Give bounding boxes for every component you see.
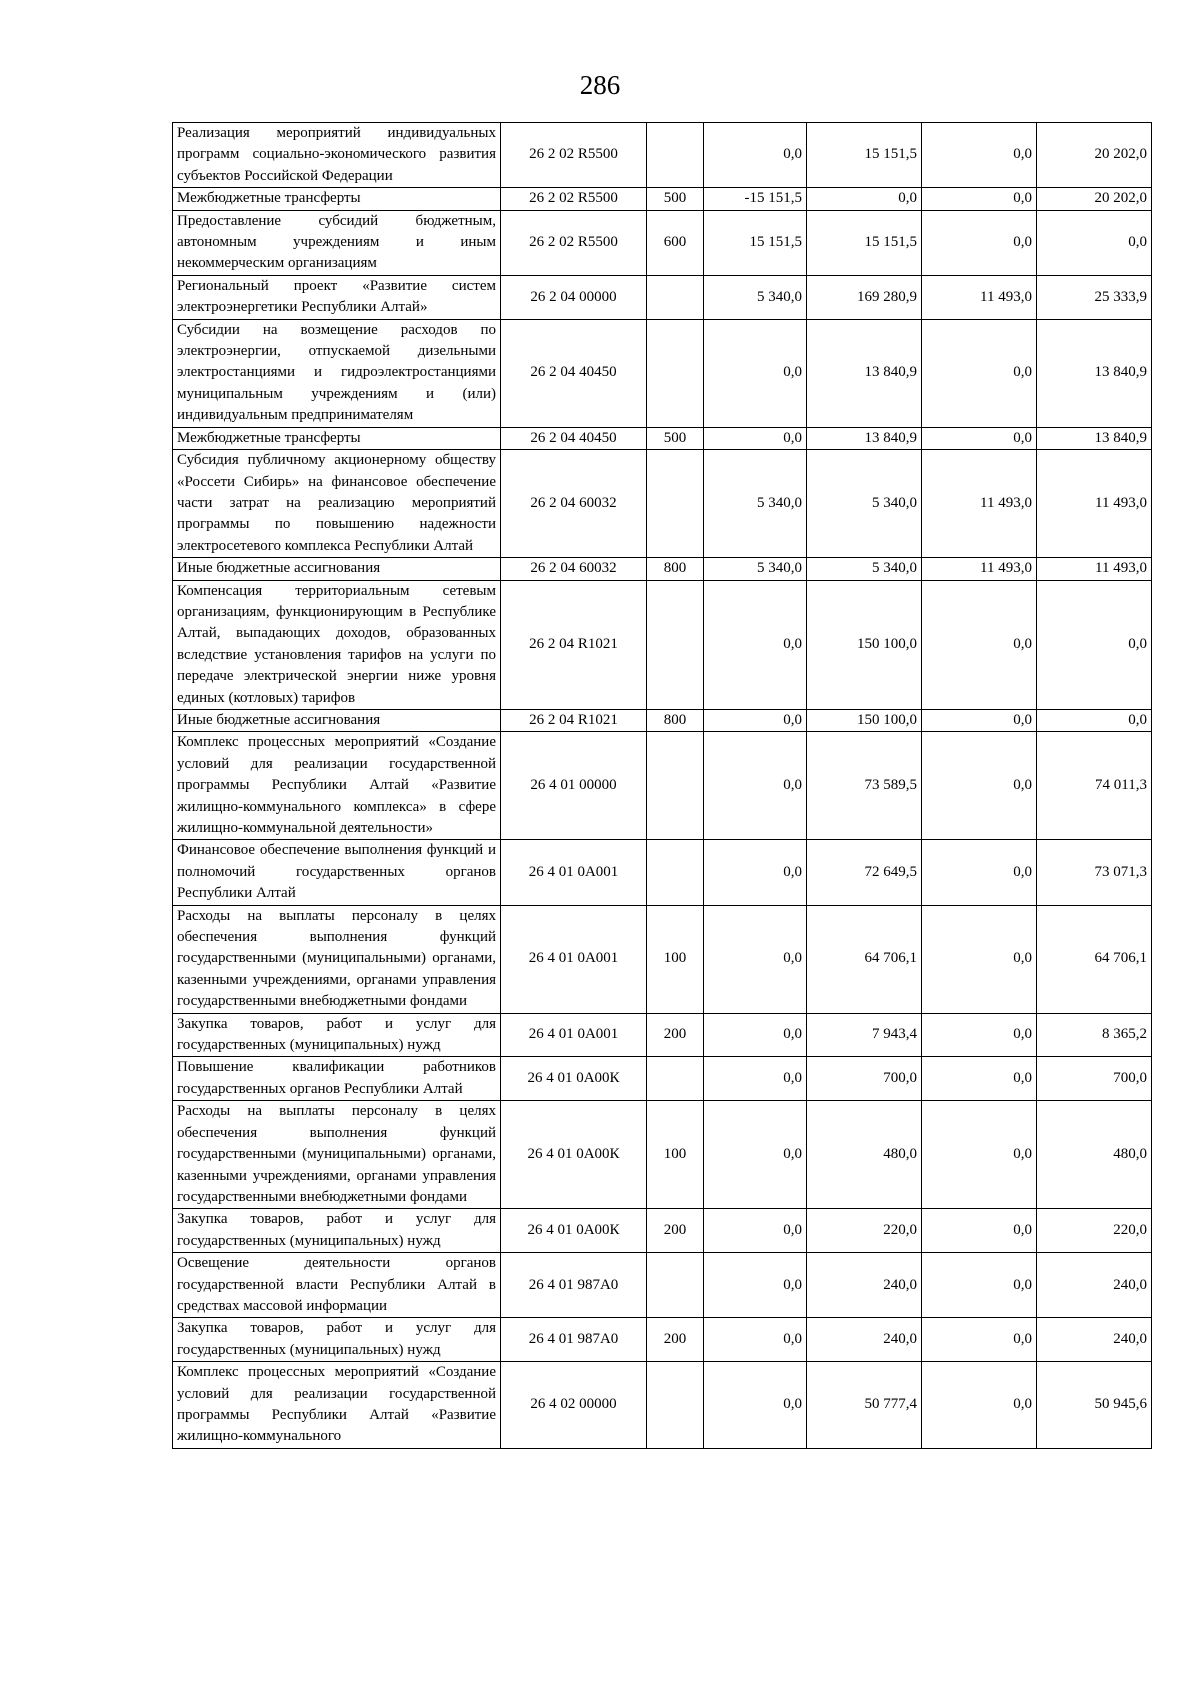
expense-type-cell	[647, 1253, 704, 1318]
target-article-cell: 26 4 01 0А001	[501, 905, 647, 1013]
value-cell-4: 13 840,9	[1037, 427, 1152, 449]
value-cell-4: 64 706,1	[1037, 905, 1152, 1013]
target-article-cell: 26 2 04 R1021	[501, 709, 647, 731]
value-cell-4: 8 365,2	[1037, 1013, 1152, 1057]
value-cell-2: 72 649,5	[807, 840, 922, 905]
target-article-cell: 26 2 04 R1021	[501, 580, 647, 709]
value-cell-1: 0,0	[704, 709, 807, 731]
table-row	[173, 840, 1152, 905]
row-name-cell: Закупка товаров, работ и услуг для государственных (муниципальных) нужд	[173, 1209, 501, 1253]
value-cell-3: 0,0	[922, 1209, 1037, 1253]
value-cell-4: 73 071,3	[1037, 840, 1152, 905]
expense-type-cell	[647, 580, 704, 709]
expense-type-cell: 100	[647, 1101, 704, 1209]
table-row	[173, 1101, 1152, 1209]
page-number: 286	[579, 70, 621, 100]
value-cell-1: 0,0	[704, 1209, 807, 1253]
row-name-cell: Закупка товаров, работ и услуг для государственных (муниципальных) нужд	[173, 1318, 501, 1362]
value-cell-1: 5 340,0	[704, 558, 807, 580]
value-cell-2: 150 100,0	[807, 709, 922, 731]
value-cell-1: 0,0	[704, 1057, 807, 1101]
target-article-cell: 26 4 01 987А0	[501, 1253, 647, 1318]
budget-table	[172, 122, 1152, 1449]
value-cell-1: 15 151,5	[704, 210, 807, 275]
target-article-cell: 26 4 01 0А001	[501, 840, 647, 905]
value-cell-3: 0,0	[922, 732, 1037, 840]
expense-type-cell: 200	[647, 1013, 704, 1057]
value-cell-4: 240,0	[1037, 1318, 1152, 1362]
value-cell-3: 0,0	[922, 427, 1037, 449]
value-cell-1: 5 340,0	[704, 275, 807, 319]
row-name-cell: Предоставление субсидий бюджетным, автономным учреждениям и иным некоммерческим организациям	[173, 210, 501, 275]
value-cell-4: 25 333,9	[1037, 275, 1152, 319]
value-cell-4: 700,0	[1037, 1057, 1152, 1101]
value-cell-2: 50 777,4	[807, 1362, 922, 1449]
expense-type-cell	[647, 450, 704, 558]
expense-type-cell: 100	[647, 905, 704, 1013]
expense-type-cell	[647, 275, 704, 319]
value-cell-3: 11 493,0	[922, 558, 1037, 580]
value-cell-2: 7 943,4	[807, 1013, 922, 1057]
value-cell-3: 0,0	[922, 580, 1037, 709]
table-row	[173, 319, 1152, 427]
target-article-cell: 26 2 02 R5500	[501, 123, 647, 188]
value-cell-2: 150 100,0	[807, 580, 922, 709]
expense-type-cell	[647, 1057, 704, 1101]
table-row	[173, 1209, 1152, 1253]
table-row	[173, 1318, 1152, 1362]
table-row	[173, 732, 1152, 840]
value-cell-2: 240,0	[807, 1318, 922, 1362]
value-cell-3: 0,0	[922, 1253, 1037, 1318]
value-cell-2: 0,0	[807, 188, 922, 210]
target-article-cell: 26 2 02 R5500	[501, 210, 647, 275]
target-article-cell: 26 4 01 0А00К	[501, 1057, 647, 1101]
row-name-cell: Финансовое обеспечение выполнения функций и полномочий государственных органов Республики Алтай	[173, 840, 501, 905]
value-cell-3: 0,0	[922, 1057, 1037, 1101]
value-cell-3: 0,0	[922, 210, 1037, 275]
value-cell-4: 20 202,0	[1037, 188, 1152, 210]
row-name-cell: Расходы на выплаты персоналу в целях обеспечения выполнения функций государственными (муниципальными) органами, казенными учреждениями, органами управления государственными внебюджетными фондами	[173, 905, 501, 1013]
row-name-cell: Комплекс процессных мероприятий «Создание условий для реализации государственной программы Республики Алтай «Развитие жилищно-коммунального	[173, 1362, 501, 1449]
value-cell-3: 0,0	[922, 319, 1037, 427]
value-cell-1: 0,0	[704, 840, 807, 905]
row-name-cell: Повышение квалификации работников государственных органов Республики Алтай	[173, 1057, 501, 1101]
value-cell-1: 0,0	[704, 1318, 807, 1362]
row-name-cell: Субсидия публичному акционерному обществу «Россети Сибирь» на финансовое обеспечение части затрат на реализацию мероприятий программы по повышению надежности электросетевого комплекса Республики Алтай	[173, 450, 501, 558]
value-cell-2: 5 340,0	[807, 450, 922, 558]
table-row	[173, 210, 1152, 275]
value-cell-2: 240,0	[807, 1253, 922, 1318]
expense-type-cell: 500	[647, 188, 704, 210]
target-article-cell: 26 4 01 0А00К	[501, 1209, 647, 1253]
target-article-cell: 26 4 01 0А001	[501, 1013, 647, 1057]
value-cell-1: 0,0	[704, 1013, 807, 1057]
value-cell-2: 169 280,9	[807, 275, 922, 319]
value-cell-3: 0,0	[922, 1318, 1037, 1362]
value-cell-3: 0,0	[922, 709, 1037, 731]
table-row	[173, 558, 1152, 580]
value-cell-3: 0,0	[922, 188, 1037, 210]
target-article-cell: 26 2 02 R5500	[501, 188, 647, 210]
value-cell-3: 0,0	[922, 123, 1037, 188]
target-article-cell: 26 2 04 40450	[501, 427, 647, 449]
row-name-cell: Межбюджетные трансферты	[173, 188, 501, 210]
table-row	[173, 1057, 1152, 1101]
expense-type-cell	[647, 1362, 704, 1449]
value-cell-4: 11 493,0	[1037, 450, 1152, 558]
value-cell-1: 0,0	[704, 1101, 807, 1209]
table-row	[173, 275, 1152, 319]
value-cell-2: 64 706,1	[807, 905, 922, 1013]
target-article-cell: 26 2 04 40450	[501, 319, 647, 427]
table-row	[173, 1013, 1152, 1057]
expense-type-cell	[647, 319, 704, 427]
value-cell-4: 480,0	[1037, 1101, 1152, 1209]
value-cell-2: 480,0	[807, 1101, 922, 1209]
value-cell-1: 0,0	[704, 1362, 807, 1449]
table-row	[173, 1253, 1152, 1318]
table-row	[173, 450, 1152, 558]
value-cell-3: 11 493,0	[922, 450, 1037, 558]
value-cell-2: 15 151,5	[807, 123, 922, 188]
value-cell-2: 13 840,9	[807, 427, 922, 449]
value-cell-4: 20 202,0	[1037, 123, 1152, 188]
row-name-cell: Региональный проект «Развитие систем электроэнергетики Республики Алтай»	[173, 275, 501, 319]
table-row	[173, 188, 1152, 210]
target-article-cell: 26 4 01 00000	[501, 732, 647, 840]
target-article-cell: 26 4 01 0А00К	[501, 1101, 647, 1209]
value-cell-3: 0,0	[922, 905, 1037, 1013]
row-name-cell: Субсидии на возмещение расходов по электроэнергии, отпускаемой дизельными электростанциями и гидроэлектростанциями муниципальным учреждениям и (или) индивидуальным предпринимателям	[173, 319, 501, 427]
value-cell-1: 0,0	[704, 732, 807, 840]
table-row	[173, 580, 1152, 709]
expense-type-cell	[647, 840, 704, 905]
value-cell-4: 50 945,6	[1037, 1362, 1152, 1449]
row-name-cell: Закупка товаров, работ и услуг для государственных (муниципальных) нужд	[173, 1013, 501, 1057]
value-cell-4: 74 011,3	[1037, 732, 1152, 840]
value-cell-4: 0,0	[1037, 580, 1152, 709]
value-cell-2: 700,0	[807, 1057, 922, 1101]
value-cell-2: 15 151,5	[807, 210, 922, 275]
value-cell-1: 0,0	[704, 580, 807, 709]
row-name-cell: Освещение деятельности органов государственной власти Республики Алтай в средствах массовой информации	[173, 1253, 501, 1318]
value-cell-1: 0,0	[704, 123, 807, 188]
value-cell-1: -15 151,5	[704, 188, 807, 210]
value-cell-1: 5 340,0	[704, 450, 807, 558]
value-cell-3: 11 493,0	[922, 275, 1037, 319]
row-name-cell: Комплекс процессных мероприятий «Создание условий для реализации государственной программы Республики Алтай «Развитие жилищно-коммунального комплекса» в сфере жилищно-коммунальной деятельности»	[173, 732, 501, 840]
expense-type-cell: 800	[647, 558, 704, 580]
value-cell-4: 220,0	[1037, 1209, 1152, 1253]
value-cell-1: 0,0	[704, 1253, 807, 1318]
value-cell-4: 240,0	[1037, 1253, 1152, 1318]
row-name-cell: Реализация мероприятий индивидуальных программ социально-экономического развития субъектов Российской Федерации	[173, 123, 501, 188]
target-article-cell: 26 2 04 60032	[501, 558, 647, 580]
table-row	[173, 709, 1152, 731]
row-name-cell: Компенсация территориальным сетевым организациям, функционирующим в Республике Алтай, выпадающих доходов, образованных вследствие установления тарифов на услуги по передаче электрической энергии ниже уровня единых (котловых) тарифов	[173, 580, 501, 709]
table-row	[173, 427, 1152, 449]
value-cell-4: 11 493,0	[1037, 558, 1152, 580]
expense-type-cell: 500	[647, 427, 704, 449]
value-cell-4: 13 840,9	[1037, 319, 1152, 427]
target-article-cell: 26 2 04 00000	[501, 275, 647, 319]
target-article-cell: 26 2 04 60032	[501, 450, 647, 558]
row-name-cell: Расходы на выплаты персоналу в целях обеспечения выполнения функций государственными (муниципальными) органами, казенными учреждениями, органами управления государственными внебюджетными фондами	[173, 1101, 501, 1209]
table-row	[173, 1362, 1152, 1449]
value-cell-2: 13 840,9	[807, 319, 922, 427]
value-cell-1: 0,0	[704, 319, 807, 427]
value-cell-2: 5 340,0	[807, 558, 922, 580]
expense-type-cell: 800	[647, 709, 704, 731]
value-cell-1: 0,0	[704, 427, 807, 449]
expense-type-cell: 200	[647, 1209, 704, 1253]
target-article-cell: 26 4 02 00000	[501, 1362, 647, 1449]
table-row	[173, 123, 1152, 188]
expense-type-cell	[647, 123, 704, 188]
value-cell-3: 0,0	[922, 840, 1037, 905]
expense-type-cell	[647, 732, 704, 840]
expense-type-cell: 600	[647, 210, 704, 275]
value-cell-2: 73 589,5	[807, 732, 922, 840]
target-article-cell: 26 4 01 987А0	[501, 1318, 647, 1362]
row-name-cell: Иные бюджетные ассигнования	[173, 709, 501, 731]
value-cell-3: 0,0	[922, 1101, 1037, 1209]
row-name-cell: Межбюджетные трансферты	[173, 427, 501, 449]
value-cell-2: 220,0	[807, 1209, 922, 1253]
value-cell-4: 0,0	[1037, 709, 1152, 731]
value-cell-1: 0,0	[704, 905, 807, 1013]
value-cell-3: 0,0	[922, 1362, 1037, 1449]
value-cell-3: 0,0	[922, 1013, 1037, 1057]
value-cell-4: 0,0	[1037, 210, 1152, 275]
expense-type-cell: 200	[647, 1318, 704, 1362]
row-name-cell: Иные бюджетные ассигнования	[173, 558, 501, 580]
table-row	[173, 905, 1152, 1013]
